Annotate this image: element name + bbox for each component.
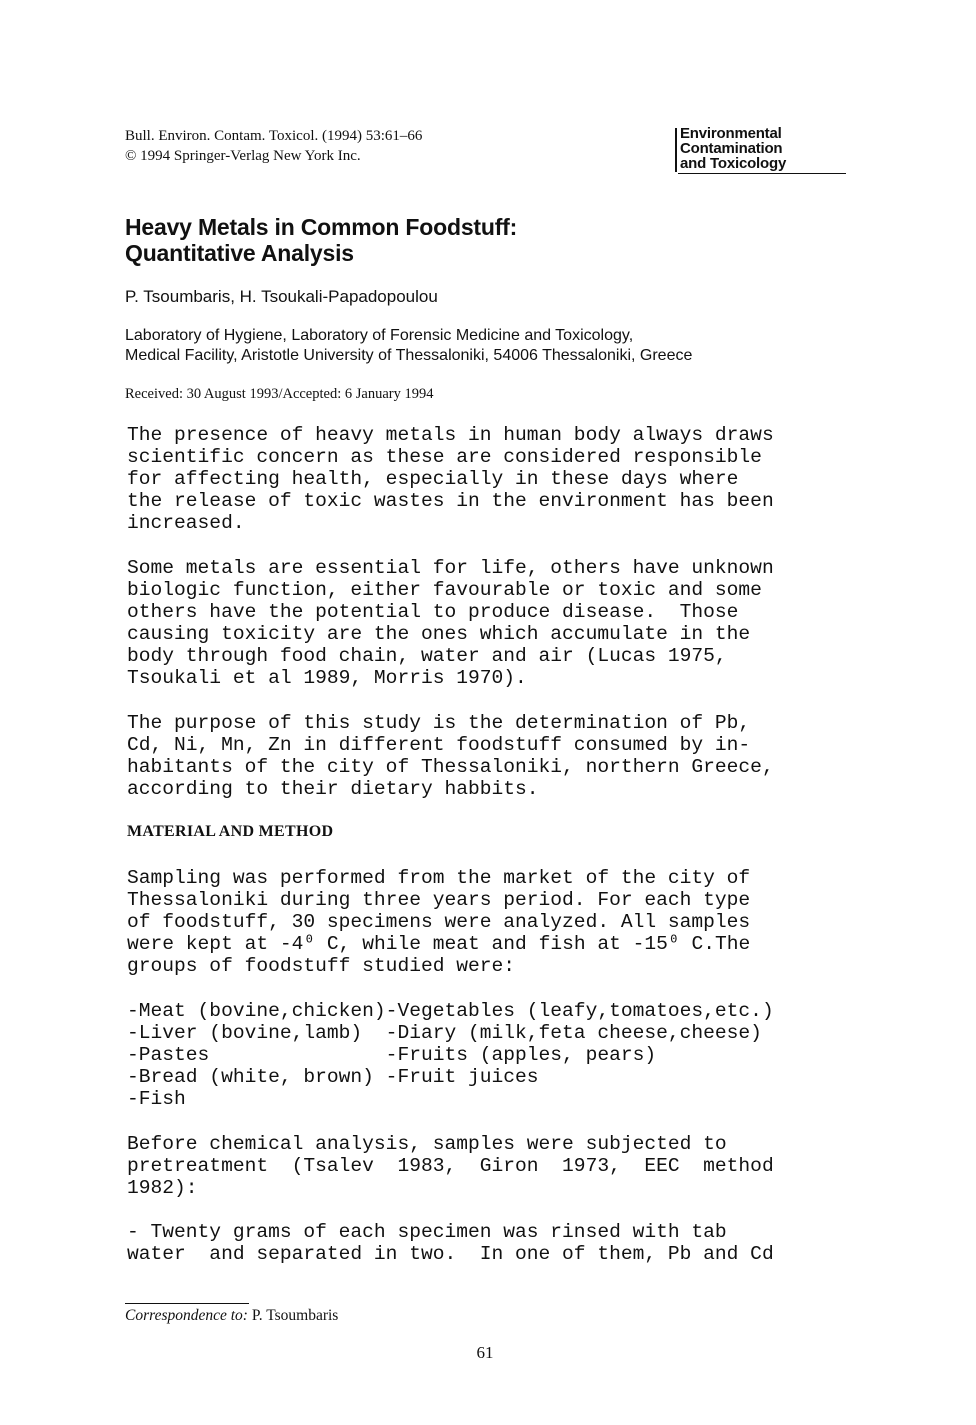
foodstuff-list: -Meat (bovine,chicken)-Vegetables (leafy,tomatoes,etc.) -Liver (bovine,lamb) -Diary (milk,feta cheese,cheese) -Pastes -Fruits (apples, pears) -Bread (white, brown) -Fruit juices -Fish (127, 1000, 774, 1110)
journal-logo-line: Environmental (680, 125, 782, 142)
received-dates: Received: 30 August 1993/Accepted: 6 January 1994 (125, 386, 434, 402)
paragraph-intro: The presence of heavy metals in human body always draws scientific concern as these are considered responsible for affecting health, especially in these days where the release of toxic wastes in the environment has been increased. (127, 424, 774, 534)
paragraph-purpose: The purpose of this study is the determination of Pb, Cd, Ni, Mn, Zn in different foodstuff consumed by in- habitants of the city of Thessaloniki, northern Greece, according to their dietary habbits. (127, 712, 774, 800)
title-line: Quantitative Analysis (125, 240, 354, 266)
article-title (125, 214, 517, 266)
section-heading: MATERIAL AND METHOD (127, 823, 334, 840)
correspondence-footnote (125, 1307, 338, 1325)
correspondence-label: Correspondence to: (125, 1307, 248, 1324)
paragraph-pretreatment: Before chemical analysis, samples were subjected to pretreatment (Tsalev 1983, Giron 1973, EEC method 1982): (127, 1133, 774, 1199)
footnote-divider (125, 1303, 249, 1304)
affiliation-line: Medical Facility, Aristotle University of Thessaloniki, 54006 Thessaloniki, Greece (125, 347, 693, 364)
citation-block (125, 126, 422, 166)
affiliation-line: Laboratory of Hygiene, Laboratory of Forensic Medicine and Toxicology, (125, 327, 634, 344)
journal-logo (678, 126, 846, 174)
page-number: 61 (476, 1343, 494, 1362)
journal-logo-line: and Toxicology (680, 155, 787, 172)
citation-line: Bull. Environ. Contam. Toxicol. (1994) 53:61–66 (125, 128, 423, 144)
paragraph-rinsing: - Twenty grams of each specimen was rinsed with tab water and separated in two. In one of them, Pb and Cd (127, 1221, 774, 1265)
correspondence-name: P. Tsoumbaris (247, 1307, 339, 1324)
journal-logo-line: Contamination (680, 140, 783, 157)
paragraph-sampling: Sampling was performed from the market of the city of Thessaloniki during three years period. For each type of foodstuff, 30 specimens were analyzed. All samples were kept at -4⁰ C, while meat and fish at -15⁰ C.The groups of foodstuff studied were: (127, 867, 751, 977)
logo-bar (675, 128, 677, 172)
copyright-line: © 1994 Springer-Verlag New York Inc. (125, 148, 361, 164)
paragraph-metals: Some metals are essential for life, others have unknown biologic function, either favourable or toxic and some others have the potential to produce disease. Those causing toxicity are the ones which accumulate in the body through food chain, water and air (Lucas 1975, Tsoukali et al 1989, Morris 1970). (127, 557, 774, 689)
affiliation (125, 326, 692, 366)
authors: P. Tsoumbaris, H. Tsoukali-Papadopoulou (125, 287, 438, 306)
title-line: Heavy Metals in Common Foodstuff: (125, 214, 518, 240)
